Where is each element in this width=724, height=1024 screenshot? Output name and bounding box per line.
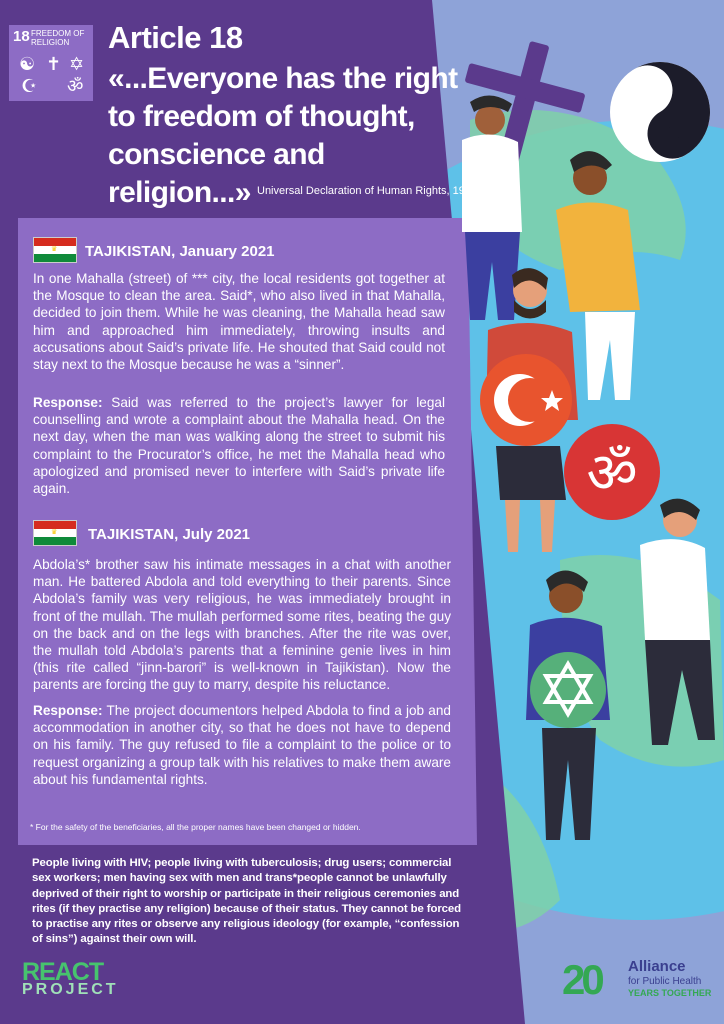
cross-icon: ✝ bbox=[46, 54, 62, 74]
case-2-response-label: Response: bbox=[33, 703, 103, 718]
case-1-heading: TAJIKISTAN, January 2021 bbox=[85, 243, 275, 260]
alliance-logo-years: YEARS TOGETHER bbox=[628, 988, 712, 998]
case-2-response-text: The project documentors helped Abdola to find a job and accommodation in another city, so that he does not have to depend on his family. The guy refused to file a complaint to the police or to request organizing a group talk with his relatives to make them aware about his fundamental rights. bbox=[33, 703, 451, 787]
rights-statement: People living with HIV; people living with tuberculosis; drug users; commercial sex workers; men having sex with men and trans*people cannot be unlawfully deprived of their right to worship or participate in their religious ceremonies and rites (if they practise any religion) because of their status. They cannot be forced to practise any rites or observe any religious ideology (for example, “confession of sins”) against their own will. bbox=[32, 857, 461, 946]
case-2-heading: TAJIKISTAN, July 2021 bbox=[88, 526, 250, 543]
case-1-response-text: Said was referred to the project’s lawyer for legal counselling and wrote a complaint about the Mahalla head. On the next day, when the man was walking along the street to submit his complaint to the Procurator’s office, he met the Mahalla head who apologized and promised never to interfere with Said’s private life again. bbox=[33, 395, 445, 497]
react-project-logo bbox=[22, 958, 119, 999]
case-2-response bbox=[33, 702, 451, 788]
alliance-logo-sub: for Public Health bbox=[628, 976, 702, 987]
badge-number: 18 bbox=[13, 28, 30, 45]
alliance-logo-name: Alliance bbox=[628, 958, 686, 975]
badge-label: FREEDOM OF RELIGION bbox=[31, 29, 85, 47]
sdg-badge bbox=[9, 25, 93, 101]
case-1-story: In one Mahalla (street) of *** city, the local residents got together at the Mosque to clean the area. Said*, who also lived in that Mahalla, decided to join them. While he was cleaning, the Mahalla head saw him and approached him immediately, throwing insults and accusations about Said’s private life. He shouted that Said could not stay next to the Mosque because he was a “sinner”. bbox=[33, 271, 445, 373]
svg-text:ॐ: ॐ bbox=[586, 441, 638, 506]
case-1-response-label: Response: bbox=[33, 395, 103, 410]
quote-source: Universal Declaration of Human Rights, 1948 bbox=[257, 185, 478, 197]
react-logo-subtitle: PROJECT bbox=[22, 981, 119, 998]
footnote: * For the safety of the beneficiaries, all the proper names have been changed or hidden. bbox=[30, 822, 361, 832]
article-quote: «...Everyone has the right to freedom of thought, conscience and religion...» bbox=[108, 62, 458, 209]
case-2-story: Abdola’s* brother saw his intimate messages in a chat with another man. He battered Abdola and told everything to their parents. Since Abdola’s family was very religious, he was immediately brought in front of the mullah. The mullah performed some rites, beating the guy on the back and on the legs with branches. After the rite was over, the mullah told Abdola’s parents that a feminine genie lives in him (this rite called “jinn-barori” is well-known in Tajikistan). Now the parents are forcing the guy to marry, despite his reluctance. bbox=[33, 557, 451, 693]
om-icon: ॐ bbox=[67, 76, 84, 96]
om-illustration bbox=[564, 424, 660, 520]
react-logo-title: REACT bbox=[22, 958, 104, 986]
tajikistan-flag-icon: ♛ bbox=[33, 520, 77, 546]
star-of-david-icon: ✡ bbox=[69, 54, 85, 74]
yin-yang-icon: ☯ bbox=[19, 54, 36, 74]
crescent-icon: ☪ bbox=[21, 76, 38, 96]
article-title: Article 18 bbox=[108, 20, 243, 55]
alliance-logo-number: 20 bbox=[562, 956, 601, 1003]
tajikistan-flag-icon: ♛ bbox=[33, 237, 77, 263]
case-1-response bbox=[33, 394, 445, 497]
